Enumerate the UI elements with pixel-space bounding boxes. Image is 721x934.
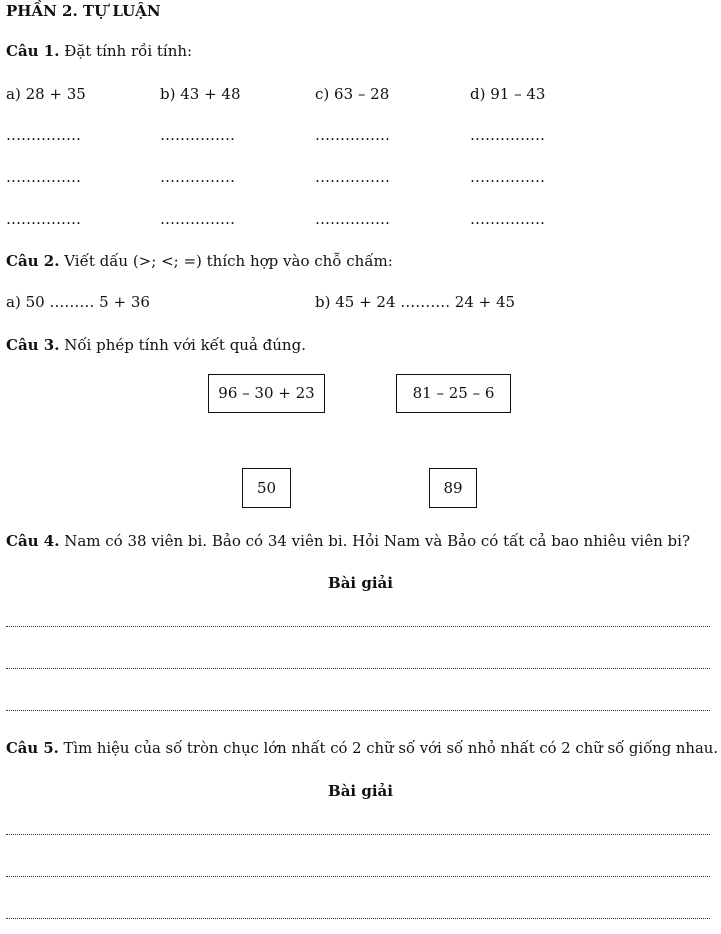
q1-item-a: a) 28 + 35 xyxy=(6,85,86,103)
q1-answer-dots[interactable]: …………… xyxy=(6,168,81,186)
q2-item-b[interactable]: b) 45 + 24 ………. 24 + 45 xyxy=(315,293,516,311)
q1-answer-dots[interactable]: …………… xyxy=(470,126,545,144)
answer-line[interactable] xyxy=(6,876,710,877)
answer-line[interactable] xyxy=(6,626,710,627)
question-3-text: Nối phép tính với kết quả đúng. xyxy=(59,336,306,354)
expression-box-1[interactable]: 96 – 30 + 23 xyxy=(208,374,325,413)
q1-answer-dots[interactable]: …………… xyxy=(160,210,235,228)
question-1 xyxy=(6,44,192,59)
q1-item-c: c) 63 – 28 xyxy=(315,85,390,103)
q1-answer-dots[interactable]: …………… xyxy=(315,126,390,144)
question-4-label: Câu 4. xyxy=(6,532,60,550)
q1-answer-dots[interactable]: …………… xyxy=(315,210,390,228)
question-5 xyxy=(6,741,718,756)
q2-item-a[interactable]: a) 50 ……… 5 + 36 xyxy=(6,293,150,311)
question-4-text: Nam có 38 viên bi. Bảo có 34 viên bi. Hỏi Nam và Bảo có tất cả bao nhiêu viên bi? xyxy=(59,532,690,550)
result-box-2[interactable]: 89 xyxy=(429,468,477,508)
question-2 xyxy=(6,254,393,269)
answer-line[interactable] xyxy=(6,918,710,919)
q1-answer-dots[interactable]: …………… xyxy=(6,210,81,228)
answer-line[interactable] xyxy=(6,834,710,835)
question-3-label: Câu 3. xyxy=(6,336,60,354)
solution-label: Bài giải xyxy=(328,574,393,592)
question-1-label: Câu 1. xyxy=(6,42,60,60)
result-box-1[interactable]: 50 xyxy=(242,468,291,508)
question-3 xyxy=(6,338,306,353)
q1-answer-dots[interactable]: …………… xyxy=(160,126,235,144)
q1-item-b: b) 43 + 48 xyxy=(160,85,241,103)
section-title: PHẦN 2. TỰ LUẬN xyxy=(6,2,161,20)
q1-answer-dots[interactable]: …………… xyxy=(315,168,390,186)
question-5-text: Tìm hiệu của số tròn chục lớn nhất có 2 chữ số với số nhỏ nhất có 2 chữ số giống nhau. xyxy=(58,739,719,757)
answer-line[interactable] xyxy=(6,710,710,711)
q1-answer-dots[interactable]: …………… xyxy=(470,210,545,228)
q1-answer-dots[interactable]: …………… xyxy=(6,126,81,144)
question-2-text: Viết dấu (>; <; =) thích hợp vào chỗ chấm: xyxy=(59,252,393,270)
q1-answer-dots[interactable]: …………… xyxy=(160,168,235,186)
answer-line[interactable] xyxy=(6,668,710,669)
q1-item-d: d) 91 – 43 xyxy=(470,85,546,103)
expression-box-2[interactable]: 81 – 25 – 6 xyxy=(396,374,511,413)
q1-answer-dots[interactable]: …………… xyxy=(470,168,545,186)
question-1-text: Đặt tính rồi tính: xyxy=(59,42,193,60)
solution-label: Bài giải xyxy=(328,782,393,800)
question-5-label: Câu 5. xyxy=(6,739,59,757)
question-2-label: Câu 2. xyxy=(6,252,60,270)
question-4 xyxy=(6,534,690,549)
